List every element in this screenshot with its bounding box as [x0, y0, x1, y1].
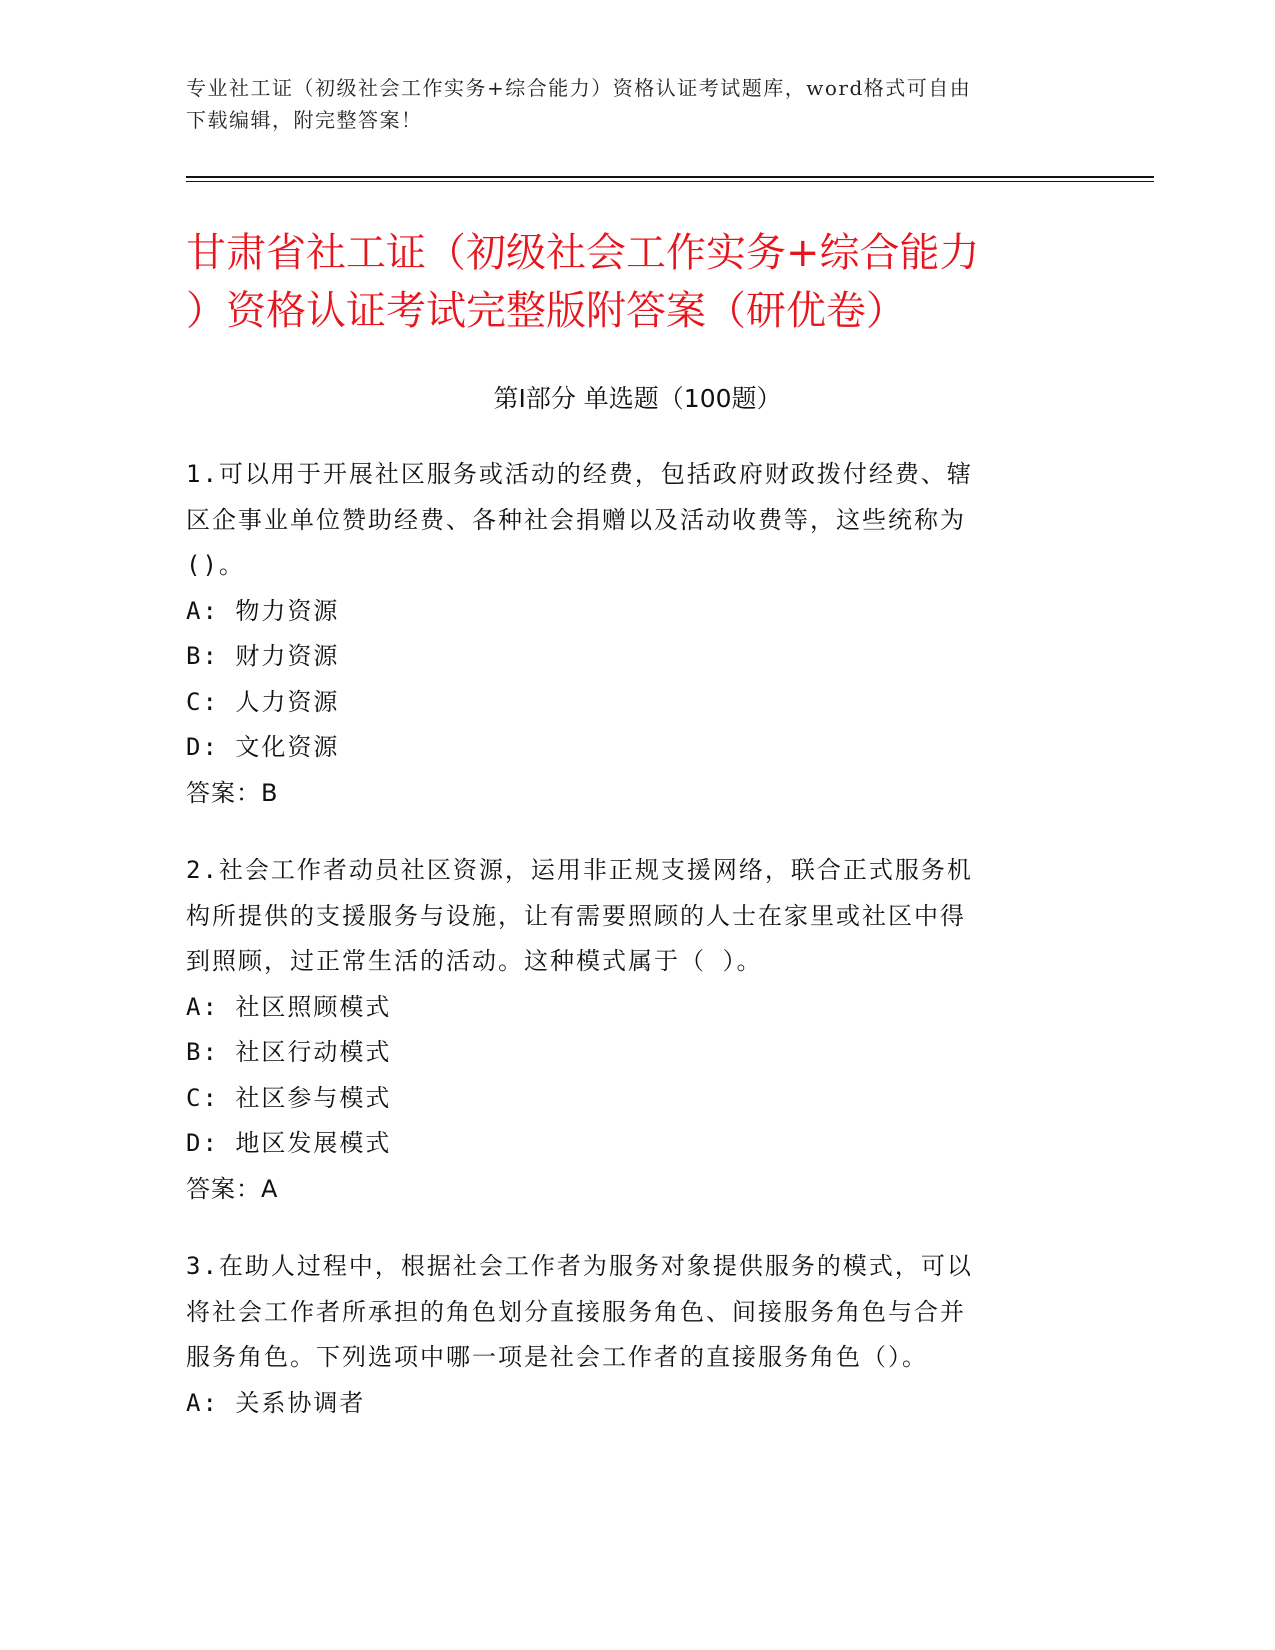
question-stem-line: 区企事业单位赞助经费、各种社会捐赠以及活动收费等，这些统称为	[186, 505, 966, 534]
document-title-line-2: ）资格认证考试完整版附答案（研优卷）	[186, 288, 906, 334]
header-note	[186, 72, 1086, 136]
question-stem-line: 2.社会工作者动员社区资源，运用非正规支援网络，联合正式服务机	[186, 856, 973, 884]
question-stem-line: 到照顾，过正常生活的活动。这种模式属于（ ）。	[186, 947, 763, 975]
question-stem-line: 3.在助人过程中，根据社会工作者为服务对象提供服务的模式，可以	[186, 1252, 973, 1280]
option-a: A: 关系协调者	[186, 1388, 366, 1417]
option-c: C: 人力资源	[186, 687, 340, 716]
question-stem-line: 构所提供的支援服务与设施，让有需要照顾的人士在家里或社区中得	[186, 901, 966, 930]
option-a: A: 物力资源	[186, 596, 340, 625]
question-2	[186, 848, 1066, 1212]
header-note-line-2: 下载编辑，附完整答案！	[186, 108, 423, 132]
option-b: B: 社区行动模式	[186, 1038, 392, 1066]
answer-label: 答案：B	[186, 778, 279, 807]
question-3	[186, 1244, 1066, 1426]
question-stem-line: 1.可以用于开展社区服务或活动的经费，包括政府财政拨付经费、辖	[186, 460, 973, 488]
option-d: D: 地区发展模式	[186, 1129, 392, 1157]
question-1	[186, 452, 1066, 816]
answer-label: 答案：A	[186, 1174, 279, 1203]
option-b: B: 财力资源	[186, 642, 340, 670]
header-rule-thick	[186, 176, 1154, 178]
header-note-line-1: 专业社工证（初级社会工作实务+综合能力）资格认证考试题库，word格式可自由	[186, 76, 972, 100]
question-stem-line: ()。	[186, 551, 245, 579]
option-c: C: 社区参与模式	[186, 1083, 392, 1112]
option-a: A: 社区照顾模式	[186, 992, 392, 1021]
document-title-line-1: 甘肃省社工证（初级社会工作实务+综合能力	[186, 230, 980, 276]
option-d: D: 文化资源	[186, 733, 340, 761]
document-title	[186, 224, 1086, 340]
section-title: 第Ⅰ部分 单选题（100题）	[493, 384, 782, 413]
question-stem-line: 服务角色。下列选项中哪一项是社会工作者的直接服务角色（）。	[186, 1343, 928, 1371]
header-rule-thin	[186, 181, 1154, 182]
question-stem-line: 将社会工作者所承担的角色划分直接服务角色、间接服务角色与合并	[186, 1297, 966, 1326]
